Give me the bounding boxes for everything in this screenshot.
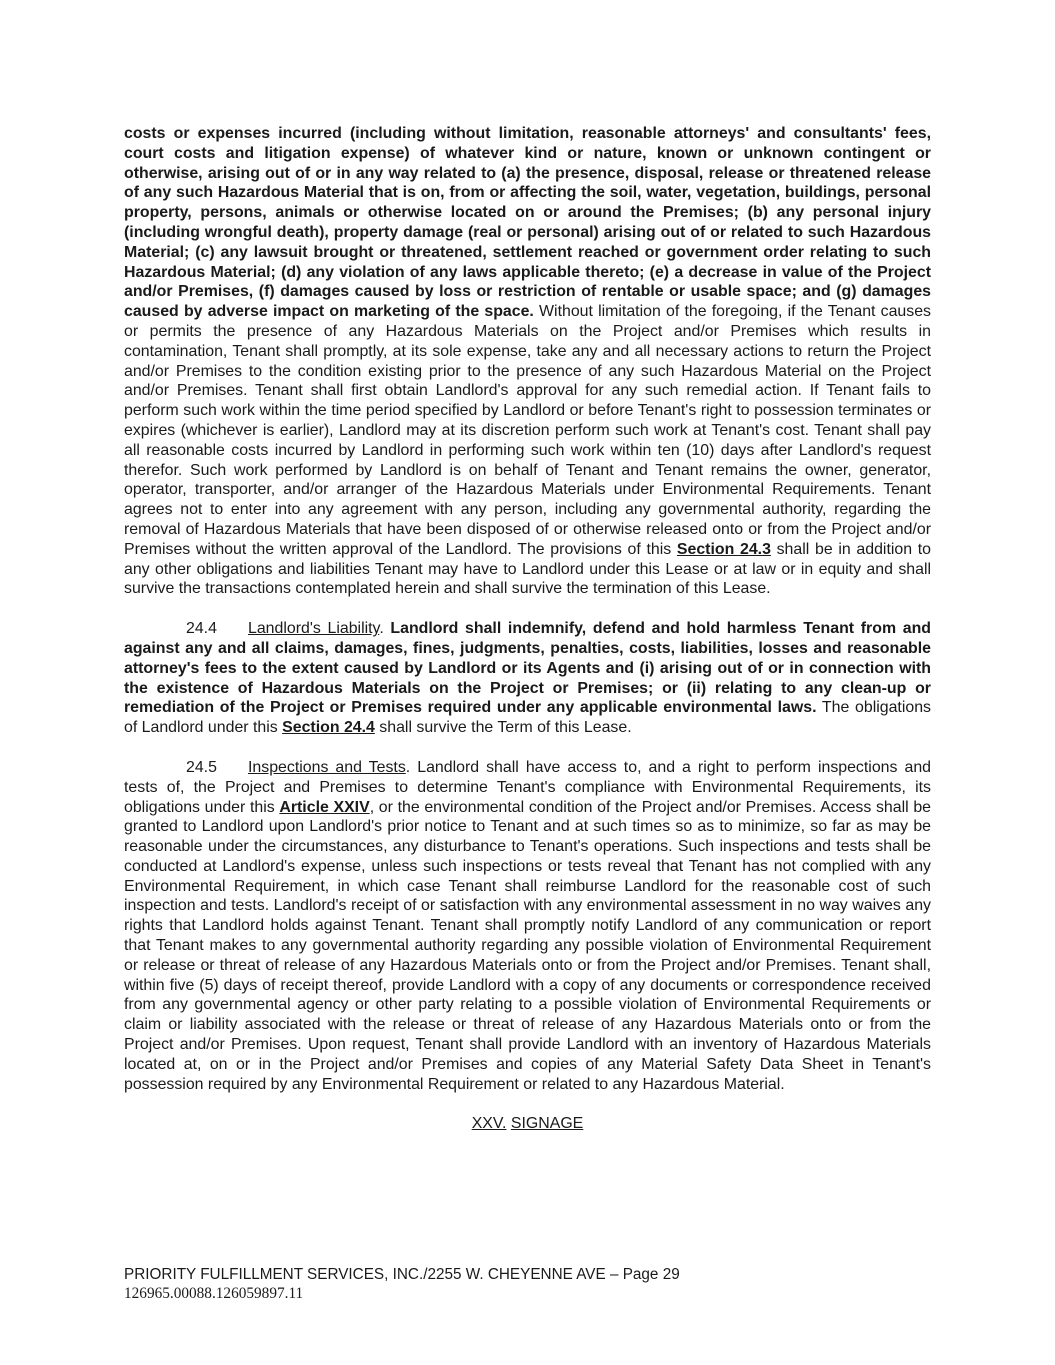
title-punctuation: . (379, 620, 391, 638)
paragraph-spacer (124, 1094, 931, 1114)
section-24-4-reference: Section 24.4 (282, 719, 375, 737)
document-id: 126965.00088.126059897.11 (124, 1285, 304, 1302)
section-24-4 (124, 619, 931, 738)
term-survival-text: shall survive the Term of this Lease. (374, 719, 632, 737)
remediation-text: Without limitation of the foregoing, if the Tenant causes or permits the presence of any Hazardous Materials on the Project and/or Premises which results in contamination, Tenant shall promptly, at its sole expense, take any and all necessary actions to return the Project and/or Premises to the condition existing prior to the presence of any such Hazardous Material on the Project and/or Premises. Tenant shall first obtain Landlord's approval for any such remedial action. If Tenant fails to perform such work within the time period specified by Landlord or before Tenant's right to possession terminates or expires (whichever is earlier), Landlord may at its discretion perform such work at Tenant's cost. Tenant shall pay all reasonable costs incurred by Landlord in performing such work within ten (10) days after Landlord's request therefor. Such work performed by Landlord is on behalf of Tenant and Tenant remains the owner, generator, operator, transporter, and/or arranger of the Hazardous Materials under Environmental Requirements. Tenant agrees not to enter into any agreement with any person, including any governmental authority, regarding the removal of Hazardous Materials that have been disposed of or otherwise released onto or from the Project and/or Premises without the written approval of the Landlord. The provisions of this (124, 303, 932, 558)
document-body (124, 124, 931, 1134)
section-number: 24.4 (186, 620, 217, 638)
section-title: Inspections and Tests (248, 758, 406, 776)
footer-title-line: PRIORITY FULFILLMENT SERVICES, INC./2255 W. CHEYENNE AVE – Page 29 (124, 1266, 680, 1283)
section-24-3-continuation (124, 124, 931, 599)
article-heading (124, 1114, 931, 1134)
page-footer (124, 1265, 680, 1303)
article-number: XXV. (471, 1115, 507, 1133)
paragraph-spacer (124, 599, 931, 619)
section-24-3-reference: Section 24.3 (676, 540, 771, 558)
article-title: SIGNAGE (510, 1115, 584, 1133)
paragraph-spacer (124, 738, 931, 758)
section-number: 24.5 (186, 758, 217, 776)
article-xxiv-reference: Article XXIV (279, 798, 370, 816)
survival-text: shall be in addition to any other obligations and liabilities Tenant may have to Landlord under this Lease or at law or in equity and shall survive the transactions contemplated herein and shall survive the termination of this Lease. (124, 540, 932, 598)
inspections-text: . Landlord shall have access to, and a right to perform inspections and tests of, the Project and Premises to determine Tenant's compliance with Environmental Requirements, its obligations under this (124, 758, 931, 816)
indemnity-bold-text: costs or expenses incurred (including without limitation, reasonable attorneys' and consultants' fees, court costs and litigation expense) of whatever kind or nature, known or unknown contingent or otherwise, arising out of or in any way related to (a) the presence, disposal, release or threatened release of any such Hazardous Material that is on, from or affecting the soil, water, vegetation, buildings, personal property, persons, animals or otherwise located on or around the Premises; (b) any personal injury (including wrongful death), property damage (real or personal) arising out of or related to such Hazardous Material; (c) any lawsuit brought or threatened, settlement reached or government order relating to such Hazardous Material; (d) any violation of any laws applicable thereto; (e) a decrease in value of the Project and/or Premises, (f) damages caused by loss or restriction of rentable or usable space; and (g) damages caused by adverse impact on marketing of the space. (124, 125, 931, 321)
section-title: Landlord's Liability (248, 620, 380, 638)
section-24-5 (124, 758, 931, 1095)
landlord-indemnity-bold-text: Landlord shall indemnify, defend and hold harmless Tenant from and against any and all claims, damages, fines, judgments, penalties, costs, liabilities, losses and reasonable attorney's fees to the extent caused by Landlord or its Agents and (i) arising out of or in connection with the existence of Hazardous Materials on the Project or Premises; or (ii) relating to any clean-up or remediation of the Project or Premises required under any applicable environmental laws. (124, 620, 931, 717)
inspections-text-continued: , or the environmental condition of the Project and/or Premises. Access shall be granted to Landlord upon Landlord's prior notice to Tenant and at such times so as to minimize, so far as may be reasonable under the circumstances, any disturbance to Tenant's operations. Such inspections and tests shall be conducted at Landlord's expense, unless such inspections or tests reveal that Tenant has not complied with any Environmental Requirement, in which case Tenant shall reimburse Landlord for the reasonable cost of such inspection and tests. Landlord's receipt of or satisfaction with any environmental assessment in no way waives any rights that Landlord holds against Tenant. Tenant shall promptly notify Landlord of any communication or report that Tenant makes to any governmental authority regarding any possible violation of Environmental Requirement or release or threat of release of any Hazardous Materials onto or from the Project and/or Premises. Tenant shall, within five (5) days of receipt thereof, provide Landlord with a copy of any documents or correspondence received from any governmental agency or other party relating to a possible violation of Environmental Requirements or claim or liability associated with the release or threat of release of any Hazardous Materials onto or from the Project and/or Premises. Upon request, Tenant shall provide Landlord with an inventory of Hazardous Materials located at, on or in the Project and/or Premises and copies of any Material Safety Data Sheet in Tenant's possession required by any Environmental Requirement or related to any Hazardous Material. (124, 798, 931, 1093)
obligations-text: The obligations of Landlord under this (124, 699, 932, 737)
